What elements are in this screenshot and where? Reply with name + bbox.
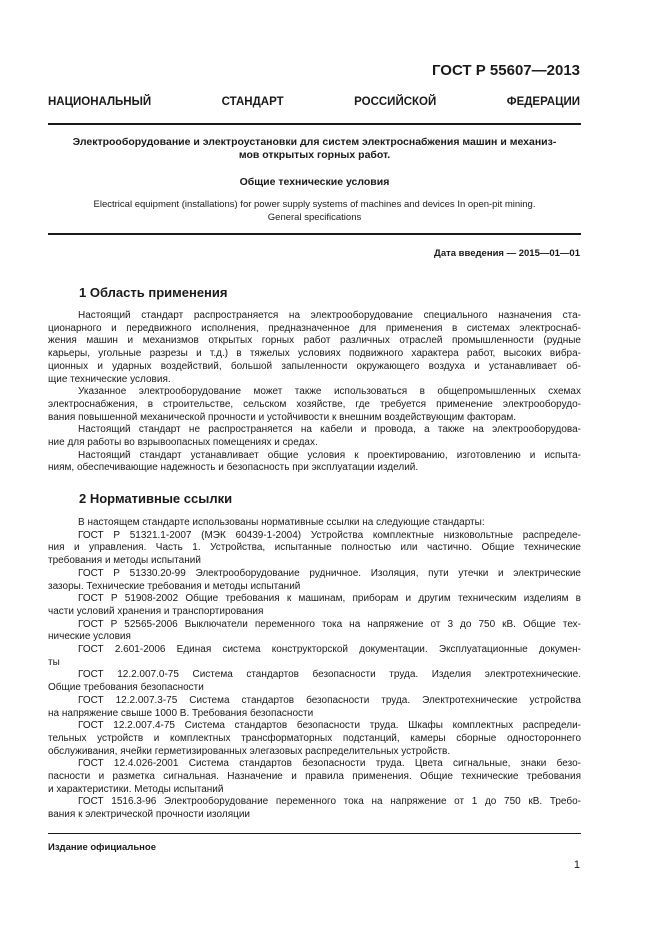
paragraph-line: ГОСТ 12.2.007.4-75 Система стандартов безопасности труда. Шкафы комплектных распредели-: [78, 720, 581, 732]
paragraph-line: ционарного и передвижного исполнения, предназначенное для применения в системах электроснаб-: [48, 322, 581, 334]
paragraph-line: нические условия: [48, 631, 131, 643]
paragraph-line: ние для работы во взрывоопасных помещениях и средах.: [48, 437, 318, 449]
section-1-body: [48, 310, 581, 475]
title-ru-line-2: мов открытых горных работ.: [238, 149, 391, 161]
paragraph-line: жения машин и механизмов открытых горных работ различных отраслей промышленности (рудные: [48, 335, 581, 347]
divider-top: [48, 123, 581, 125]
paragraph-line: ГОСТ 1516.3-96 Электрооборудование переменного тока на напряжение от 1 до 750 кВ. Требо-: [78, 796, 581, 808]
paragraph-line: зазоры. Технические требования и методы испытаний: [48, 580, 301, 592]
paragraph-line: пасности и разметка сигнальная. Назначение и правила применения. Общие технические требования: [48, 771, 581, 783]
paragraph-line: обслуживания, ячейки герметизированных элегазовых распределительных устройств.: [48, 745, 451, 757]
paragraph-line: В настоящем стандарте использованы нормативные ссылки на следующие стандарты:: [78, 517, 485, 528]
paragraph-line: части условий хранения и транспортирования: [48, 605, 264, 617]
paragraph-line: ГОСТ 12.2.007.0-75 Система стандартов безопасности труда. Изделия электротехнические.: [78, 669, 581, 681]
paragraph-line: Общие требования безопасности: [48, 682, 204, 694]
paragraph-line: карьеры, угольные разрезы и т.д.) в тяжелых условиях подвижного характера работ, высоких вибра-: [48, 348, 581, 360]
paragraph-line: Настоящий стандарт не распространяется на кабели и провода, а также на электрооборудова-: [78, 424, 581, 436]
title-en-line-1: Electrical equipment (installations) for power supply systems of machines and devices In open-pit mining.: [93, 199, 536, 210]
paragraph-line: ГОСТ Р 52565-2006 Выключатели переменного тока на напряжение от 3 до 750 кВ. Общие тех-: [78, 618, 581, 630]
section-2-body: [48, 517, 581, 822]
paragraph-line: ционных и ударных воздействий, большой запыленности окружающего воздуха и устанавливает об-: [48, 360, 581, 372]
divider-footer: [48, 833, 581, 834]
title-en: [48, 199, 581, 224]
paragraph-line: ГОСТ 12.2.007.3-75 Система стандартов безопасности труда. Электротехнические устройства: [78, 694, 581, 706]
introduction-date: Дата введения — 2015—01—01: [434, 248, 580, 259]
national-standard-banner: НАЦИОНАЛЬНЫЙ СТАНДАРТ РОССИЙСКОЙ ФЕДЕРАЦИИ: [48, 96, 580, 108]
paragraph-line: щие технические условия.: [48, 373, 171, 385]
subtitle-ru: Общие технические условия: [239, 176, 390, 188]
paragraph-line: и характеристики. Методы испытаний: [48, 783, 224, 795]
paragraph-line: электроснабжения, в строительстве, сельском хозяйстве, где требуется применение электрооборудо-: [48, 398, 581, 410]
paragraph-line: Настоящий стандарт распространяется на электрооборудование специального назначения ста-: [78, 310, 581, 321]
paragraph-line: ниям, обеспечивающие надежность и безопасность при эксплуатации изделий.: [48, 462, 419, 474]
page-number: 1: [573, 859, 580, 871]
section-1-heading: 1 Область применения: [79, 285, 228, 300]
paragraph-line: тельных устройств и комплектных трансформаторных подстанций, камеры сборные одностороннего: [48, 732, 581, 744]
paragraph-line: ты: [48, 656, 60, 668]
title-ru-line-1: Электрооборудование и электроустановки для систем электроснабжения машин и механиз-: [72, 136, 557, 148]
paragraph-line: ГОСТ Р 51321.1-2007 (МЭК 60439-1-2004) Устройства комплектные низковольтные распределе-: [78, 529, 581, 541]
edition-label: Издание официальное: [48, 842, 156, 853]
paragraph-line: вания к электрической прочности изоляции: [48, 809, 251, 821]
divider-title: [48, 233, 581, 235]
paragraph-line: на напряжение свыше 1000 В. Требования безопасности: [48, 707, 314, 719]
paragraph-line: Указанное электрооборудование может также использоваться в общепромышленных схемах: [78, 386, 581, 398]
document-code: ГОСТ Р 55607—2013: [431, 62, 580, 79]
paragraph-line: требования и методы испытаний: [48, 555, 201, 567]
title-ru: [48, 136, 581, 162]
paragraph-line: ГОСТ 2.601-2006 Единая система конструкторской документации. Эксплуатационные докумен-: [78, 644, 581, 656]
section-2-heading: 2 Нормативные ссылки: [79, 491, 233, 506]
paragraph-line: ГОСТ 12.4.026-2001 Система стандартов безопасности труда. Цвета сигнальные, знаки безо-: [78, 758, 581, 770]
paragraph-line: ГОСТ Р 51908-2002 Общие требования к машинам, приборам и другим техническим изделиям в: [78, 593, 581, 605]
title-en-line-2: General specifications: [267, 211, 362, 223]
paragraph-line: ния и управления. Часть 1. Устройства, испытанные полностью или частично. Общие технические: [48, 542, 581, 554]
paragraph-line: ГОСТ Р 51330.20-99 Электрооборудование рудничное. Изоляция, пути утечки и электрические: [78, 567, 581, 579]
paragraph-line: вания повышенной механической прочности и устойчивости к внешним воздействующим факторам.: [48, 411, 517, 423]
paragraph-line: Настоящий стандарт устанавливает общие условия к проектированию, изготовлению и испыта-: [78, 449, 581, 461]
